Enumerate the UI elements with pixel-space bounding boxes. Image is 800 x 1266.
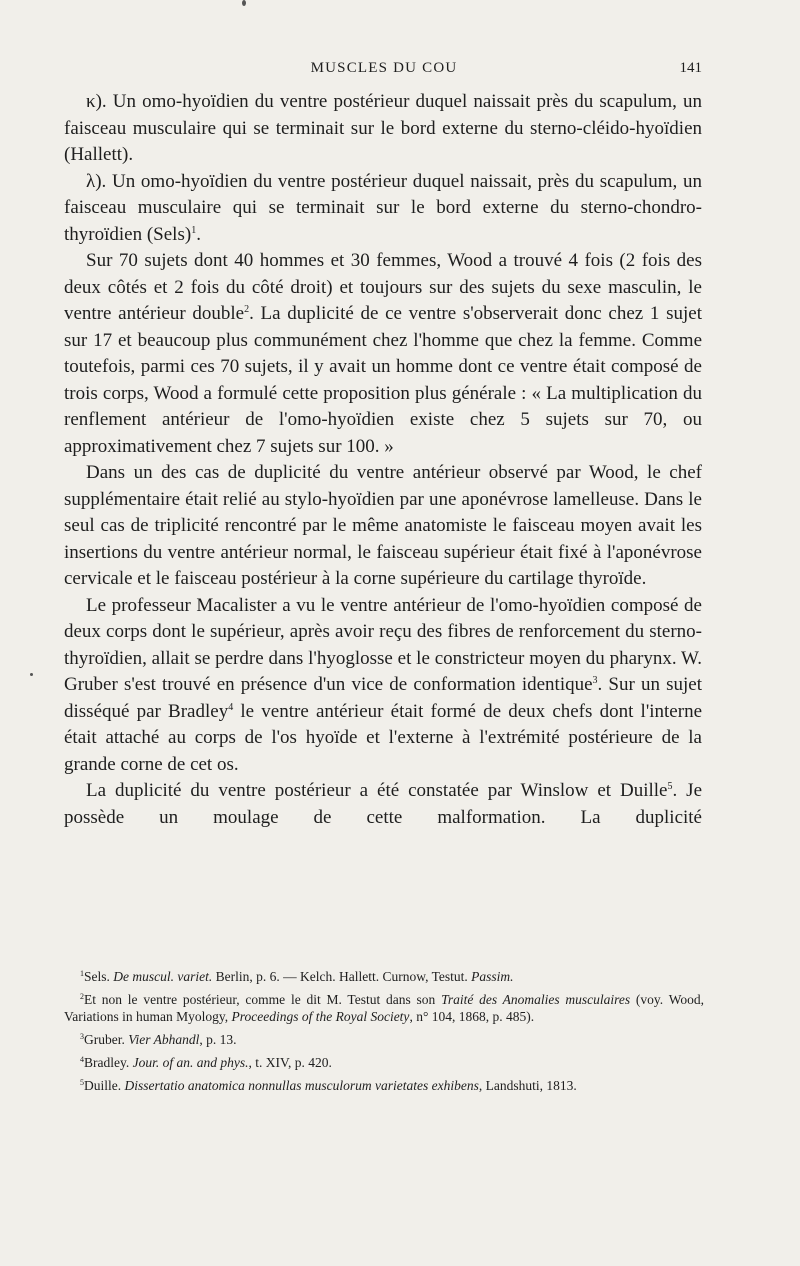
page-number: 141 xyxy=(679,60,702,76)
footnote-3 xyxy=(64,1031,704,1048)
footnote-text: Gruber. xyxy=(84,1032,129,1047)
footnote-title: Traité des Anomalies musculaires xyxy=(441,992,631,1007)
footnote-1 xyxy=(64,968,704,985)
footnote-ref: 4 xyxy=(228,701,234,713)
paragraph-text: Le professeur Macalister a vu le ventre antérieur de l'omo-hyoïdien composé de deux corps dont le supérieur, après avoir reçu des fibres de renforcement du sterno-thyroïdien, allait se perdre dans l'hyoglosse et le constricteur moyen du pharynx. W. Gruber s'est trouvé en présence d'un vice de conformation identique xyxy=(64,594,702,695)
paragraph-text: . Sur un sujet disséqué par Bradley xyxy=(64,674,702,722)
footnote-number: 3 xyxy=(80,1032,84,1041)
paragraph-macalister xyxy=(64,593,702,779)
page-header xyxy=(64,58,704,82)
footnote-title: Jour. of an. and phys. xyxy=(132,1055,249,1070)
footnote-ref: 1 xyxy=(191,224,197,236)
paragraph-text: λ). Un omo-hyoïdien du ventre postérieur duquel naissait, près du scapulum, un faisceau musculaire qui se terminait sur le bord externe du sterno-chondro-thyroïdien (Sels) xyxy=(64,170,702,245)
paragraph-wood-cases xyxy=(64,460,702,593)
footnote-ref: 3 xyxy=(592,675,598,686)
footnote-text: , n° 104, 1868, p. 485). xyxy=(409,1009,535,1024)
footnote-text: Et non le ventre postérieur, comme le dit M. Testut dans son xyxy=(84,992,442,1007)
paragraph-text: Dans un des cas de duplicité du ventre antérieur observé par Wood, le chef supplémentaire était relié au stylo-hyoïdien par une aponévrose lamelleuse. Dans le seul cas de triplicité rencontré par le même anatomiste le faisceau moyen avait les insertions du ventre antérieur normal, le faisceau supérieur était fixé à l'aponévrose cervicale et le faisceau postérieur à la corne supérieure du cartilage thyroïde. xyxy=(64,462,702,589)
footnote-text: Sels. xyxy=(84,969,114,984)
footnote-2 xyxy=(64,991,704,1025)
paragraph-posterior-duplicity xyxy=(64,778,702,831)
footnote-text: , p. 13. xyxy=(199,1032,237,1047)
footnote-text: Berlin, p. 6. — Kelch. Hallett. Curnow, Testut. xyxy=(212,969,472,984)
footnote-title: Dissertatio anatomica nonnullas musculorum varietates exhibens xyxy=(124,1078,479,1093)
footnote-5 xyxy=(64,1077,704,1094)
paragraph-text: le ventre antérieur était formé de deux chefs dont l'interne était attaché au corps de l'os hyoïde et l'externe à l'extrémité postérieure de la grande corne de cet os. xyxy=(64,700,703,775)
paragraph-text: . xyxy=(196,223,201,245)
paragraph-text: La duplicité du ventre postérieur a été constatée par Winslow et Duille xyxy=(86,780,668,801)
paragraph-text: Sur 70 sujets dont 40 hommes et 30 femmes, Wood a trouvé 4 fois (2 fois des deux côtés et 2 fois du côté droit) et toujours sur des sujets du sexe masculin, le ventre antérieur double xyxy=(64,250,702,324)
footnote-ref: 5 xyxy=(667,781,673,792)
footnote-text: , t. XIV, p. 420. xyxy=(248,1055,332,1070)
paragraph-lambda xyxy=(64,169,702,249)
paragraph-text: κ). Un omo-hyoïdien du ventre postérieur duquel naissait près du scapulum, un faisceau musculaire qui se terminait sur le bord externe du sterno-cléido-hyoïdien (Hallett). xyxy=(64,91,702,165)
paragraph-kappa xyxy=(64,89,702,169)
footnote-number: 5 xyxy=(80,1078,84,1087)
footnote-title: De muscul. variet. xyxy=(113,969,213,984)
paragraph-text: . Je possède un moulage de cette malformation. La duplicité xyxy=(64,780,702,828)
footnote-text: , Landshuti, 1813. xyxy=(478,1078,577,1093)
footnote-title: Proceedings of the Royal Society xyxy=(231,1009,410,1024)
footnote-title: Vier Abhandl xyxy=(128,1032,200,1047)
paragraph-text: . La duplicité de ce ventre s'observerait donc chez 1 sujet sur 17 et beaucoup plus communément chez l'homme que chez la femme. Comme toutefois, parmi ces 70 sujets, il y avait un homme dont ce ventre était composé de trois corps, Wood a formulé cette proposition plus générale : « La multiplication du renflement antérieur de l'omo-hyoïdien existe chez 5 sujets sur 70, ou approximativement chez 7 sujets sur 100. » xyxy=(64,303,702,457)
footnote-number: 4 xyxy=(80,1055,84,1064)
print-speck xyxy=(30,673,33,676)
footnote-number: 2 xyxy=(80,992,84,1001)
footnotes xyxy=(64,968,704,1100)
footnote-text: (voy. Wood, Variations in human Myology, xyxy=(64,992,705,1024)
footnote-text: Bradley. xyxy=(84,1055,133,1070)
running-title: MUSCLES DU COU xyxy=(310,60,458,76)
paragraph-wood-statistics xyxy=(64,248,702,460)
footnote-number: 1 xyxy=(80,969,84,978)
print-speck xyxy=(242,0,246,6)
footnote-title: Passim. xyxy=(471,969,514,984)
body-text xyxy=(64,89,702,831)
footnote-text: Duille. xyxy=(84,1078,125,1093)
footnote-4 xyxy=(64,1054,704,1071)
footnote-ref: 2 xyxy=(244,304,250,315)
